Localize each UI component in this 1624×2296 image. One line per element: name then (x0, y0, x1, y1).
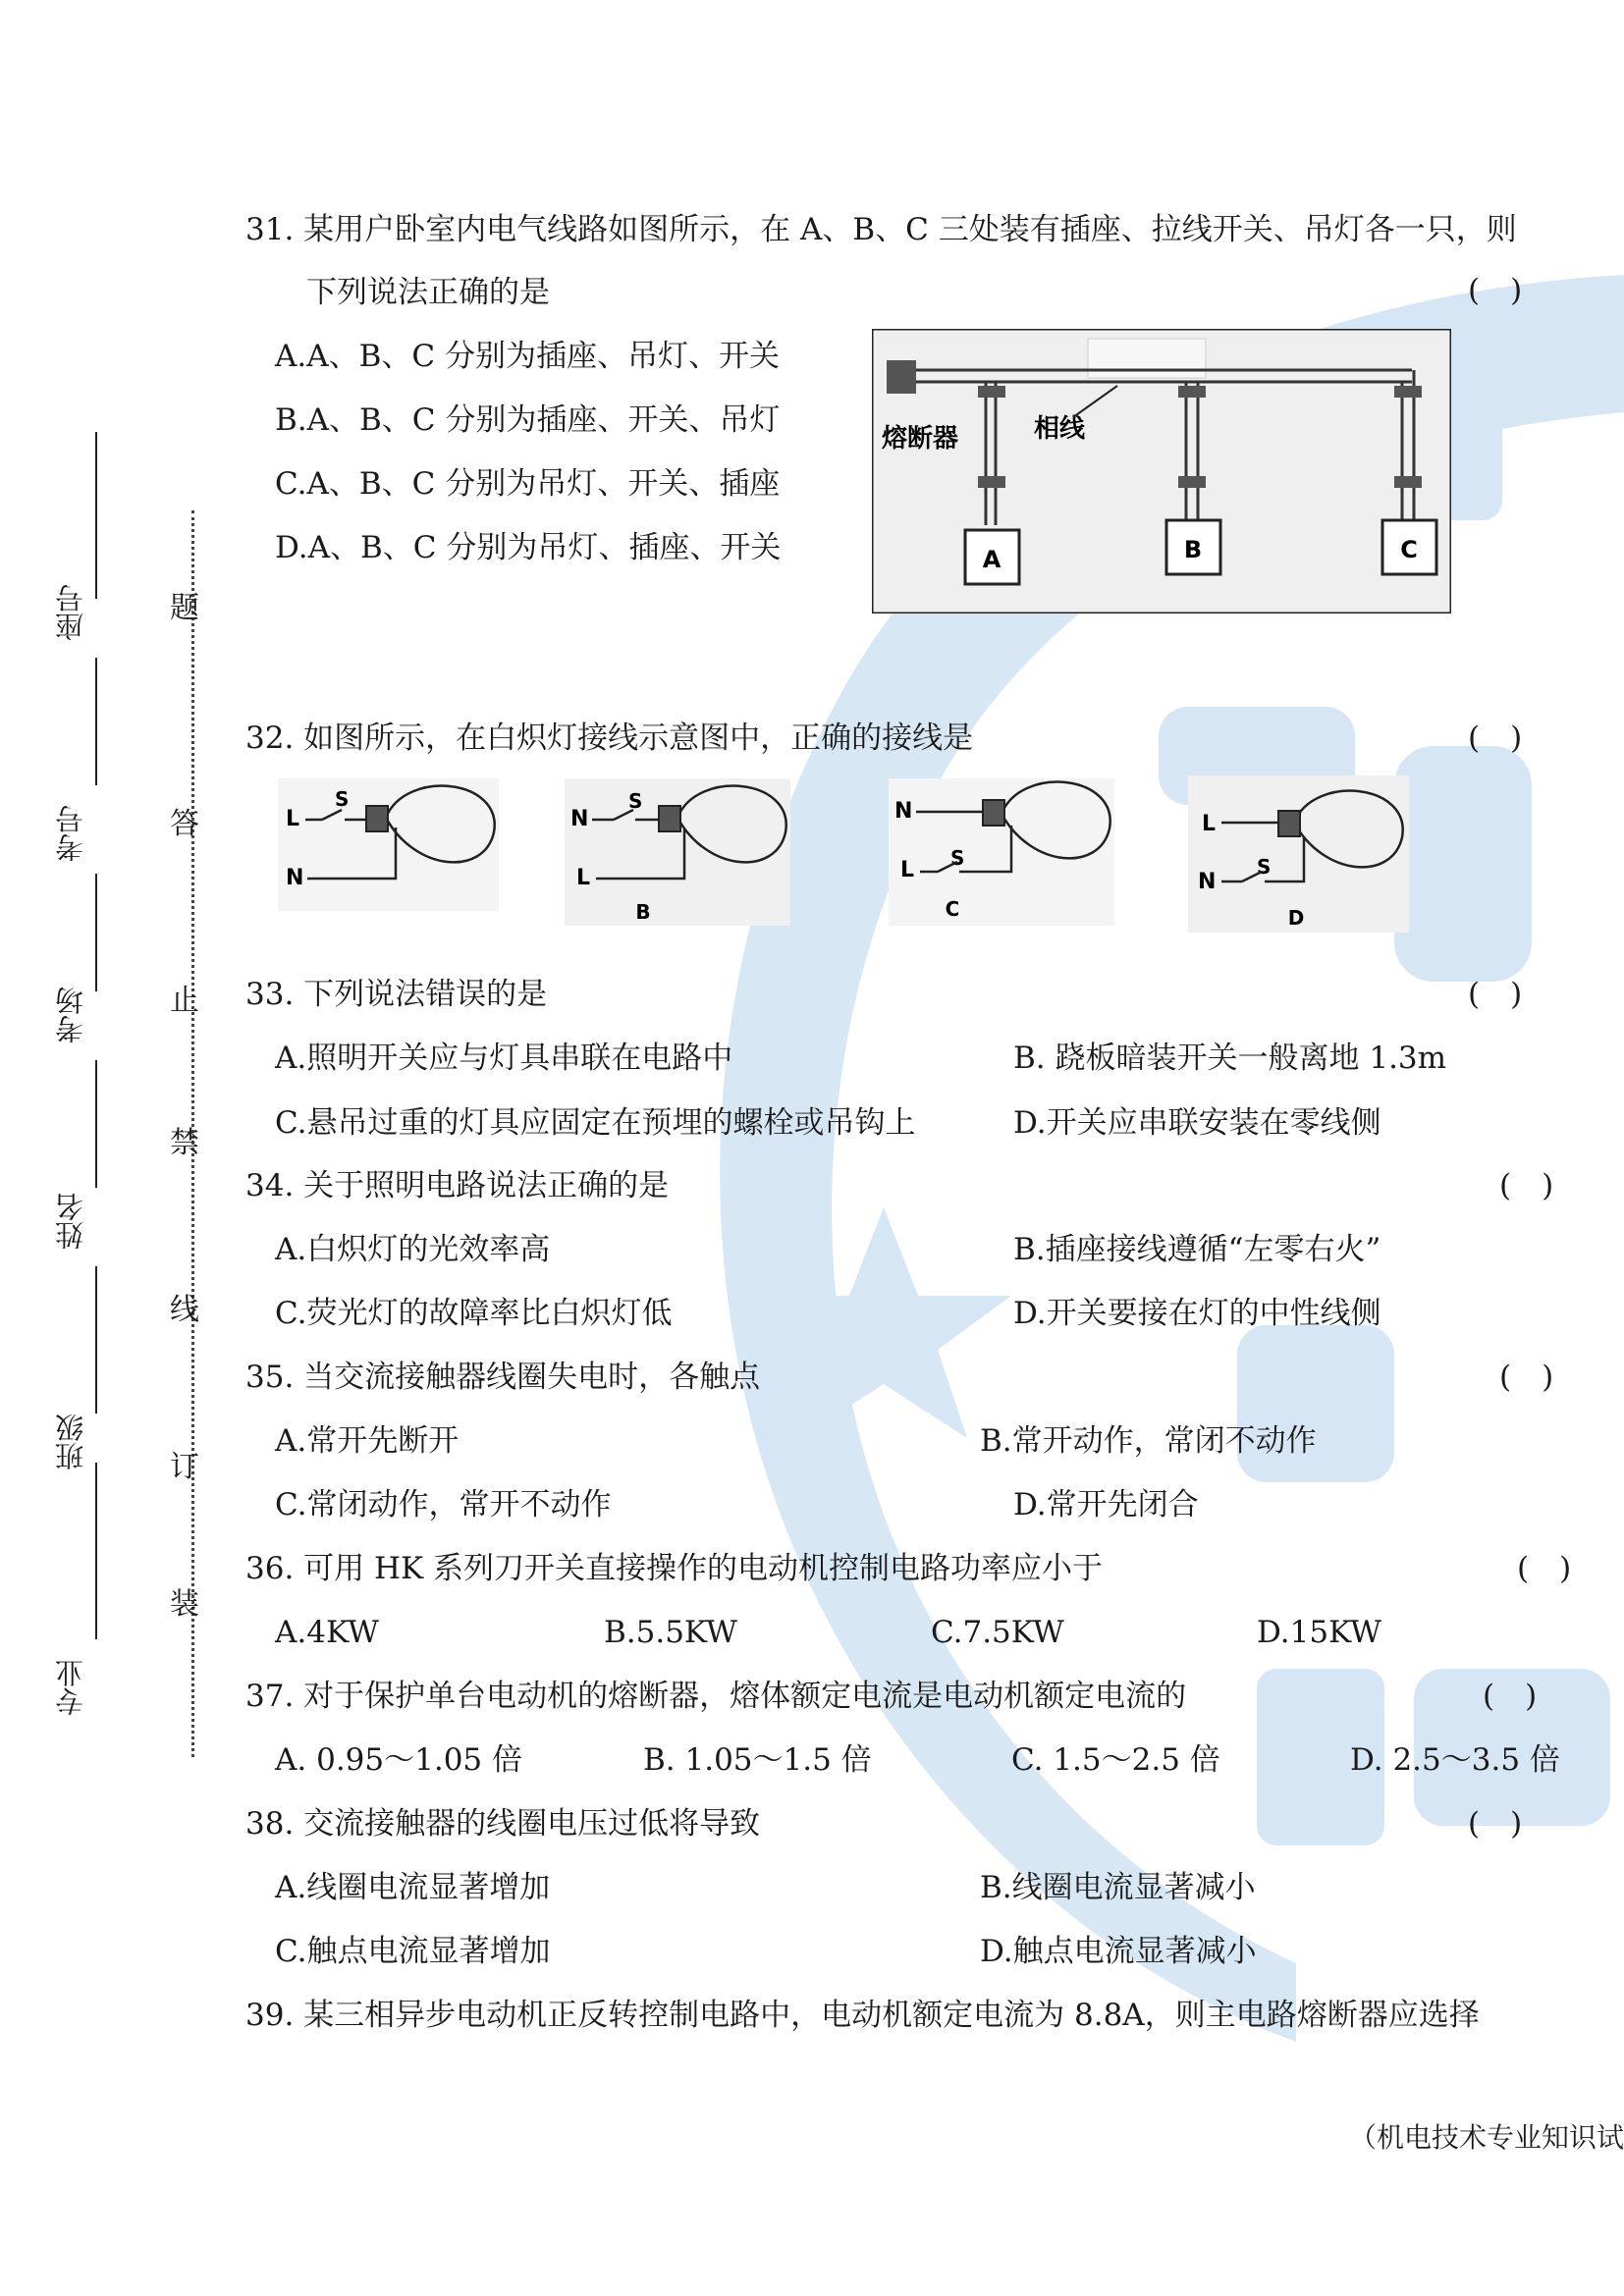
question-31-stem-cont: 下列说法正确的是 (306, 275, 550, 310)
side-label-exam-no: 考号 (54, 805, 87, 862)
figure-31-phase-label: 相线 (1034, 414, 1086, 444)
figure-32-c-caption: C (945, 897, 960, 921)
figure-32-a-s: S (335, 787, 350, 811)
side-label-class: 班级 (54, 1414, 87, 1470)
option-33-d[interactable]: D.开关应串联安装在零线侧 (1013, 1105, 1381, 1141)
answer-paren-38[interactable]: ( ) (1468, 1806, 1523, 1842)
option-36-d[interactable]: D.15KW (1257, 1615, 1381, 1650)
figure-31-box-c: C (1400, 536, 1418, 563)
question-34-stem: 34. 关于照明电路说法正确的是 (245, 1168, 670, 1203)
option-35-c[interactable]: C.常闭动作，常开不动作 (275, 1487, 612, 1522)
figure-32-d-caption: D (1287, 906, 1305, 930)
option-31-d[interactable]: D.A、B、C 分别为吊灯、插座、开关 (275, 530, 782, 565)
figure-32-d-s: S (1257, 855, 1272, 879)
figure-32-b-n: N (570, 807, 589, 831)
option-35-b[interactable]: B.常开动作，常闭不动作 (980, 1423, 1317, 1459)
seal-char: 答 (170, 807, 199, 841)
side-label-name: 姓名 (54, 1193, 87, 1250)
option-37-b[interactable]: B. 1.05～1.5 倍 (643, 1742, 872, 1778)
question-36-stem: 36. 可用 HK 系列刀开关直接操作的电动机控制电路功率应小于 (245, 1551, 1104, 1586)
option-34-c[interactable]: C.荧光灯的故障率比白炽灯低 (275, 1296, 673, 1331)
figure-32-b-s: S (628, 789, 643, 813)
option-34-a[interactable]: A.白炽灯的光效率高 (275, 1232, 551, 1267)
option-33-a[interactable]: A.照明开关应与灯具串联在电路中 (275, 1041, 733, 1076)
question-35-stem: 35. 当交流接触器线圈失电时，各触点 (245, 1360, 761, 1395)
figure-31-fuse-label: 熔断器 (882, 424, 959, 454)
option-38-b[interactable]: B.线圈电流显著减小 (980, 1870, 1256, 1905)
option-35-a[interactable]: A.常开先断开 (275, 1423, 460, 1459)
question-38-stem: 38. 交流接触器的线圈电压过低将导致 (245, 1806, 761, 1842)
figure-32-b-caption: B (635, 900, 651, 924)
seal-char: 线 (170, 1293, 199, 1327)
question-32-stem: 32. 如图所示，在白炽灯接线示意图中，正确的接线是 (245, 721, 974, 756)
figure-32-a (278, 778, 499, 911)
figure-32-c-n: N (894, 799, 913, 824)
option-37-d[interactable]: D. 2.5～3.5 倍 (1350, 1742, 1560, 1778)
figure-32-b (565, 778, 790, 926)
option-38-d[interactable]: D.触点电流显著减小 (980, 1934, 1257, 1969)
option-31-b[interactable]: B.A、B、C 分别为插座、开关、吊灯 (275, 402, 781, 438)
option-34-d[interactable]: D.开关要接在灯的中性线侧 (1013, 1296, 1381, 1331)
figure-32-d-n: N (1198, 870, 1217, 894)
answer-paren-37[interactable]: ( ) (1483, 1679, 1538, 1714)
seal-char: 禁 (170, 1126, 199, 1160)
figure-32-c-l: L (900, 858, 915, 882)
figure-32-d (1188, 775, 1409, 933)
option-38-c[interactable]: C.触点电流显著增加 (275, 1934, 551, 1969)
figure-32-c (889, 778, 1114, 926)
side-line-seat (95, 432, 97, 599)
option-37-c[interactable]: C. 1.5～2.5 倍 (1011, 1742, 1220, 1778)
option-36-c[interactable]: C.7.5KW (931, 1615, 1064, 1650)
side-line-name (95, 1060, 97, 1188)
answer-paren-36[interactable]: ( ) (1517, 1551, 1572, 1586)
option-38-a[interactable]: A.线圈电流显著增加 (275, 1870, 551, 1905)
figure-32-a-n: N (286, 866, 304, 890)
figure-31-box-b: B (1183, 536, 1203, 563)
answer-paren-35[interactable]: ( ) (1499, 1360, 1554, 1395)
seal-char: 装 (170, 1587, 199, 1622)
answer-paren-33[interactable]: ( ) (1468, 977, 1523, 1012)
side-label-seat: 座号 (54, 584, 87, 641)
figure-32-b-l: L (576, 866, 591, 890)
seal-char: 订 (170, 1450, 199, 1484)
option-36-b[interactable]: B.5.5KW (604, 1615, 737, 1650)
figure-32-d-l: L (1202, 812, 1217, 836)
side-line-major (95, 1463, 97, 1639)
question-39-stem: 39. 某三相异步电动机正反转控制电路中，电动机额定电流为 8.8A，则主电路熔断器应选择 (245, 1998, 1480, 2033)
side-label-major: 专业 (54, 1659, 87, 1716)
option-31-c[interactable]: C.A、B、C 分别为吊灯、开关、插座 (275, 466, 781, 502)
side-label-exam-room: 考场 (54, 987, 87, 1043)
figure-31-wiring (872, 329, 1451, 614)
seal-char: 题 (170, 591, 199, 625)
seal-char: 止 (170, 984, 199, 1018)
question-31-stem: 31. 某用户卧室内电气线路如图所示，在 A、B、C 三处装有插座、拉线开关、吊灯各一只，则 (245, 212, 1517, 247)
option-35-d[interactable]: D.常开先闭合 (1013, 1487, 1199, 1522)
option-34-b[interactable]: B.插座接线遵循“左零右火” (1013, 1232, 1381, 1267)
answer-paren-34[interactable]: ( ) (1499, 1168, 1554, 1203)
option-36-a[interactable]: A.4KW (275, 1615, 379, 1650)
figure-31-box-a: A (982, 546, 1001, 573)
figure-32-c-s: S (950, 846, 965, 870)
question-33-stem: 33. 下列说法错误的是 (245, 977, 548, 1012)
option-31-a[interactable]: A.A、B、C 分别为插座、吊灯、开关 (275, 339, 780, 374)
question-37-stem: 37. 对于保护单台电动机的熔断器，熔体额定电流是电动机额定电流的 (245, 1679, 1187, 1714)
option-33-c[interactable]: C.悬吊过重的灯具应固定在预埋的螺栓或吊钩上 (275, 1105, 916, 1141)
answer-paren-31[interactable]: ( ) (1468, 273, 1523, 308)
figure-32-a-l: L (286, 807, 300, 831)
option-37-a[interactable]: A. 0.95～1.05 倍 (275, 1742, 522, 1778)
page-footer: （机电技术专业知识试 (1348, 2121, 1624, 2154)
side-line-exam-room (95, 874, 97, 991)
option-33-b[interactable]: B. 跷板暗装开关一般离地 1.3m (1013, 1041, 1447, 1076)
side-line-class (95, 1266, 97, 1414)
side-line-exam-no (95, 658, 97, 785)
answer-paren-32[interactable]: ( ) (1468, 721, 1523, 756)
